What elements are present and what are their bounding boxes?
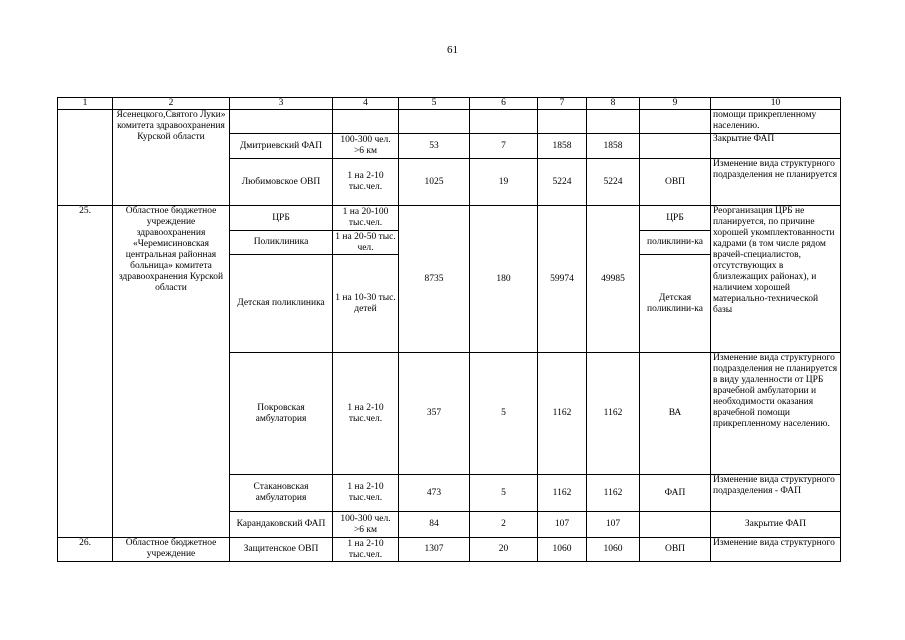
note-cell: Изменение вида структурного [711,538,841,562]
value-cell: 180 [470,206,538,353]
value-cell: 5224 [587,159,640,206]
header-cell: 8 [587,98,640,110]
cell [399,110,470,134]
header-cell: 5 [399,98,470,110]
page-number: 61 [447,44,458,56]
facility-cell: Детская поликлиника [230,255,333,353]
type-cell: ОВП [640,538,711,562]
header-cell: 1 [58,98,113,110]
cell [230,110,333,134]
value-cell: 1162 [587,475,640,512]
value-cell: 20 [470,538,538,562]
facility-cell: Поликлиника [230,231,333,255]
header-cell: 10 [711,98,841,110]
value-cell: 5 [470,475,538,512]
row-number-cell [58,110,113,206]
type-cell: ВА [640,353,711,475]
value-cell: 49985 [587,206,640,353]
norm-cell: 100-300 чел. >6 км [333,512,399,538]
type-cell: ОВП [640,159,711,206]
header-cell: 7 [538,98,587,110]
value-cell: 8735 [399,206,470,353]
note-cell: Изменение вида структурного подразделения не планируется в виду удаленности от ЦРБ врачебной амбулатории и необходимости оказания врачебной помощи прикрепленному населению. [711,353,841,475]
value-cell: 19 [470,159,538,206]
header-cell: 6 [470,98,538,110]
value-cell: 84 [399,512,470,538]
value-cell: 7 [470,134,538,159]
norm-cell: 1 на 2-10 тыс.чел. [333,353,399,475]
header-cell: 4 [333,98,399,110]
note-cell: Закрытие ФАП [711,134,841,159]
header-cell: 3 [230,98,333,110]
institution-cell: Ясенецкого,Святого Луки» комитета здравоохранения Курской области [113,110,230,206]
value-cell: 1307 [399,538,470,562]
institution-cell: Областное бюджетное учреждение здравоохранения «Черемисиновская центральная районная больница» комитета здравоохранения Курской области [113,206,230,538]
facility-cell: Защитенское ОВП [230,538,333,562]
norm-cell: 1 на 20-50 тыс. чел. [333,231,399,255]
note-cell: Изменение вида структурного подразделения - ФАП [711,475,841,512]
note-cell: помощи прикрепленному населению. [711,110,841,134]
cell [538,110,587,134]
norm-cell: 1 на 20-100 тыс.чел. [333,206,399,231]
type-cell [640,134,711,159]
table-row [58,110,841,134]
value-cell: 1025 [399,159,470,206]
cell [333,110,399,134]
value-cell: 2 [470,512,538,538]
value-cell: 1858 [587,134,640,159]
value-cell: 59974 [538,206,587,353]
facility-cell: Покровская амбулатория [230,353,333,475]
norm-cell: 1 на 10-30 тыс. детей [333,255,399,353]
norm-cell: 1 на 2-10 тыс.чел. [333,538,399,562]
facility-cell: Стакановская амбулатория [230,475,333,512]
value-cell: 1162 [538,353,587,475]
table-row [58,538,841,562]
table-row [58,206,841,231]
value-cell: 1060 [587,538,640,562]
value-cell: 1162 [538,475,587,512]
norm-cell: 1 на 2-10 тыс.чел. [333,475,399,512]
facilities-table [57,97,841,562]
cell [470,110,538,134]
row-number-cell: 26. [58,538,113,562]
header-cell: 9 [640,98,711,110]
institution-cell: Областное бюджетное учреждение [113,538,230,562]
header-cell: 2 [113,98,230,110]
value-cell: 1162 [587,353,640,475]
cell [640,110,711,134]
type-cell: ФАП [640,475,711,512]
value-cell: 1060 [538,538,587,562]
note-cell: Реорганизация ЦРБ не планируется, по причине хорошей укомплектованности кадрами (в том числе рядом врачей-специалистов, отсутствующих в близлежащих районах), и наличием хорошей материально-технической базы [711,206,841,353]
type-cell [640,512,711,538]
norm-cell: 1 на 2-10 тыс.чел. [333,159,399,206]
facility-cell: ЦРБ [230,206,333,231]
value-cell: 5 [470,353,538,475]
facility-cell: Любимовское ОВП [230,159,333,206]
cell [587,110,640,134]
value-cell: 5224 [538,159,587,206]
facility-cell: Дмитриевский ФАП [230,134,333,159]
norm-cell: 100-300 чел. >6 км [333,134,399,159]
type-cell: ЦРБ [640,206,711,231]
value-cell: 107 [587,512,640,538]
note-cell: Изменение вида структурного подразделения не планируется [711,159,841,206]
value-cell: 1858 [538,134,587,159]
value-cell: 53 [399,134,470,159]
type-cell: поликлини-ка [640,231,711,255]
type-cell: Детская поликлини-ка [640,255,711,353]
value-cell: 357 [399,353,470,475]
header-row [58,98,841,110]
value-cell: 107 [538,512,587,538]
facility-cell: Карандаковский ФАП [230,512,333,538]
value-cell: 473 [399,475,470,512]
note-cell: Закрытие ФАП [711,512,841,538]
row-number-cell: 25. [58,206,113,538]
